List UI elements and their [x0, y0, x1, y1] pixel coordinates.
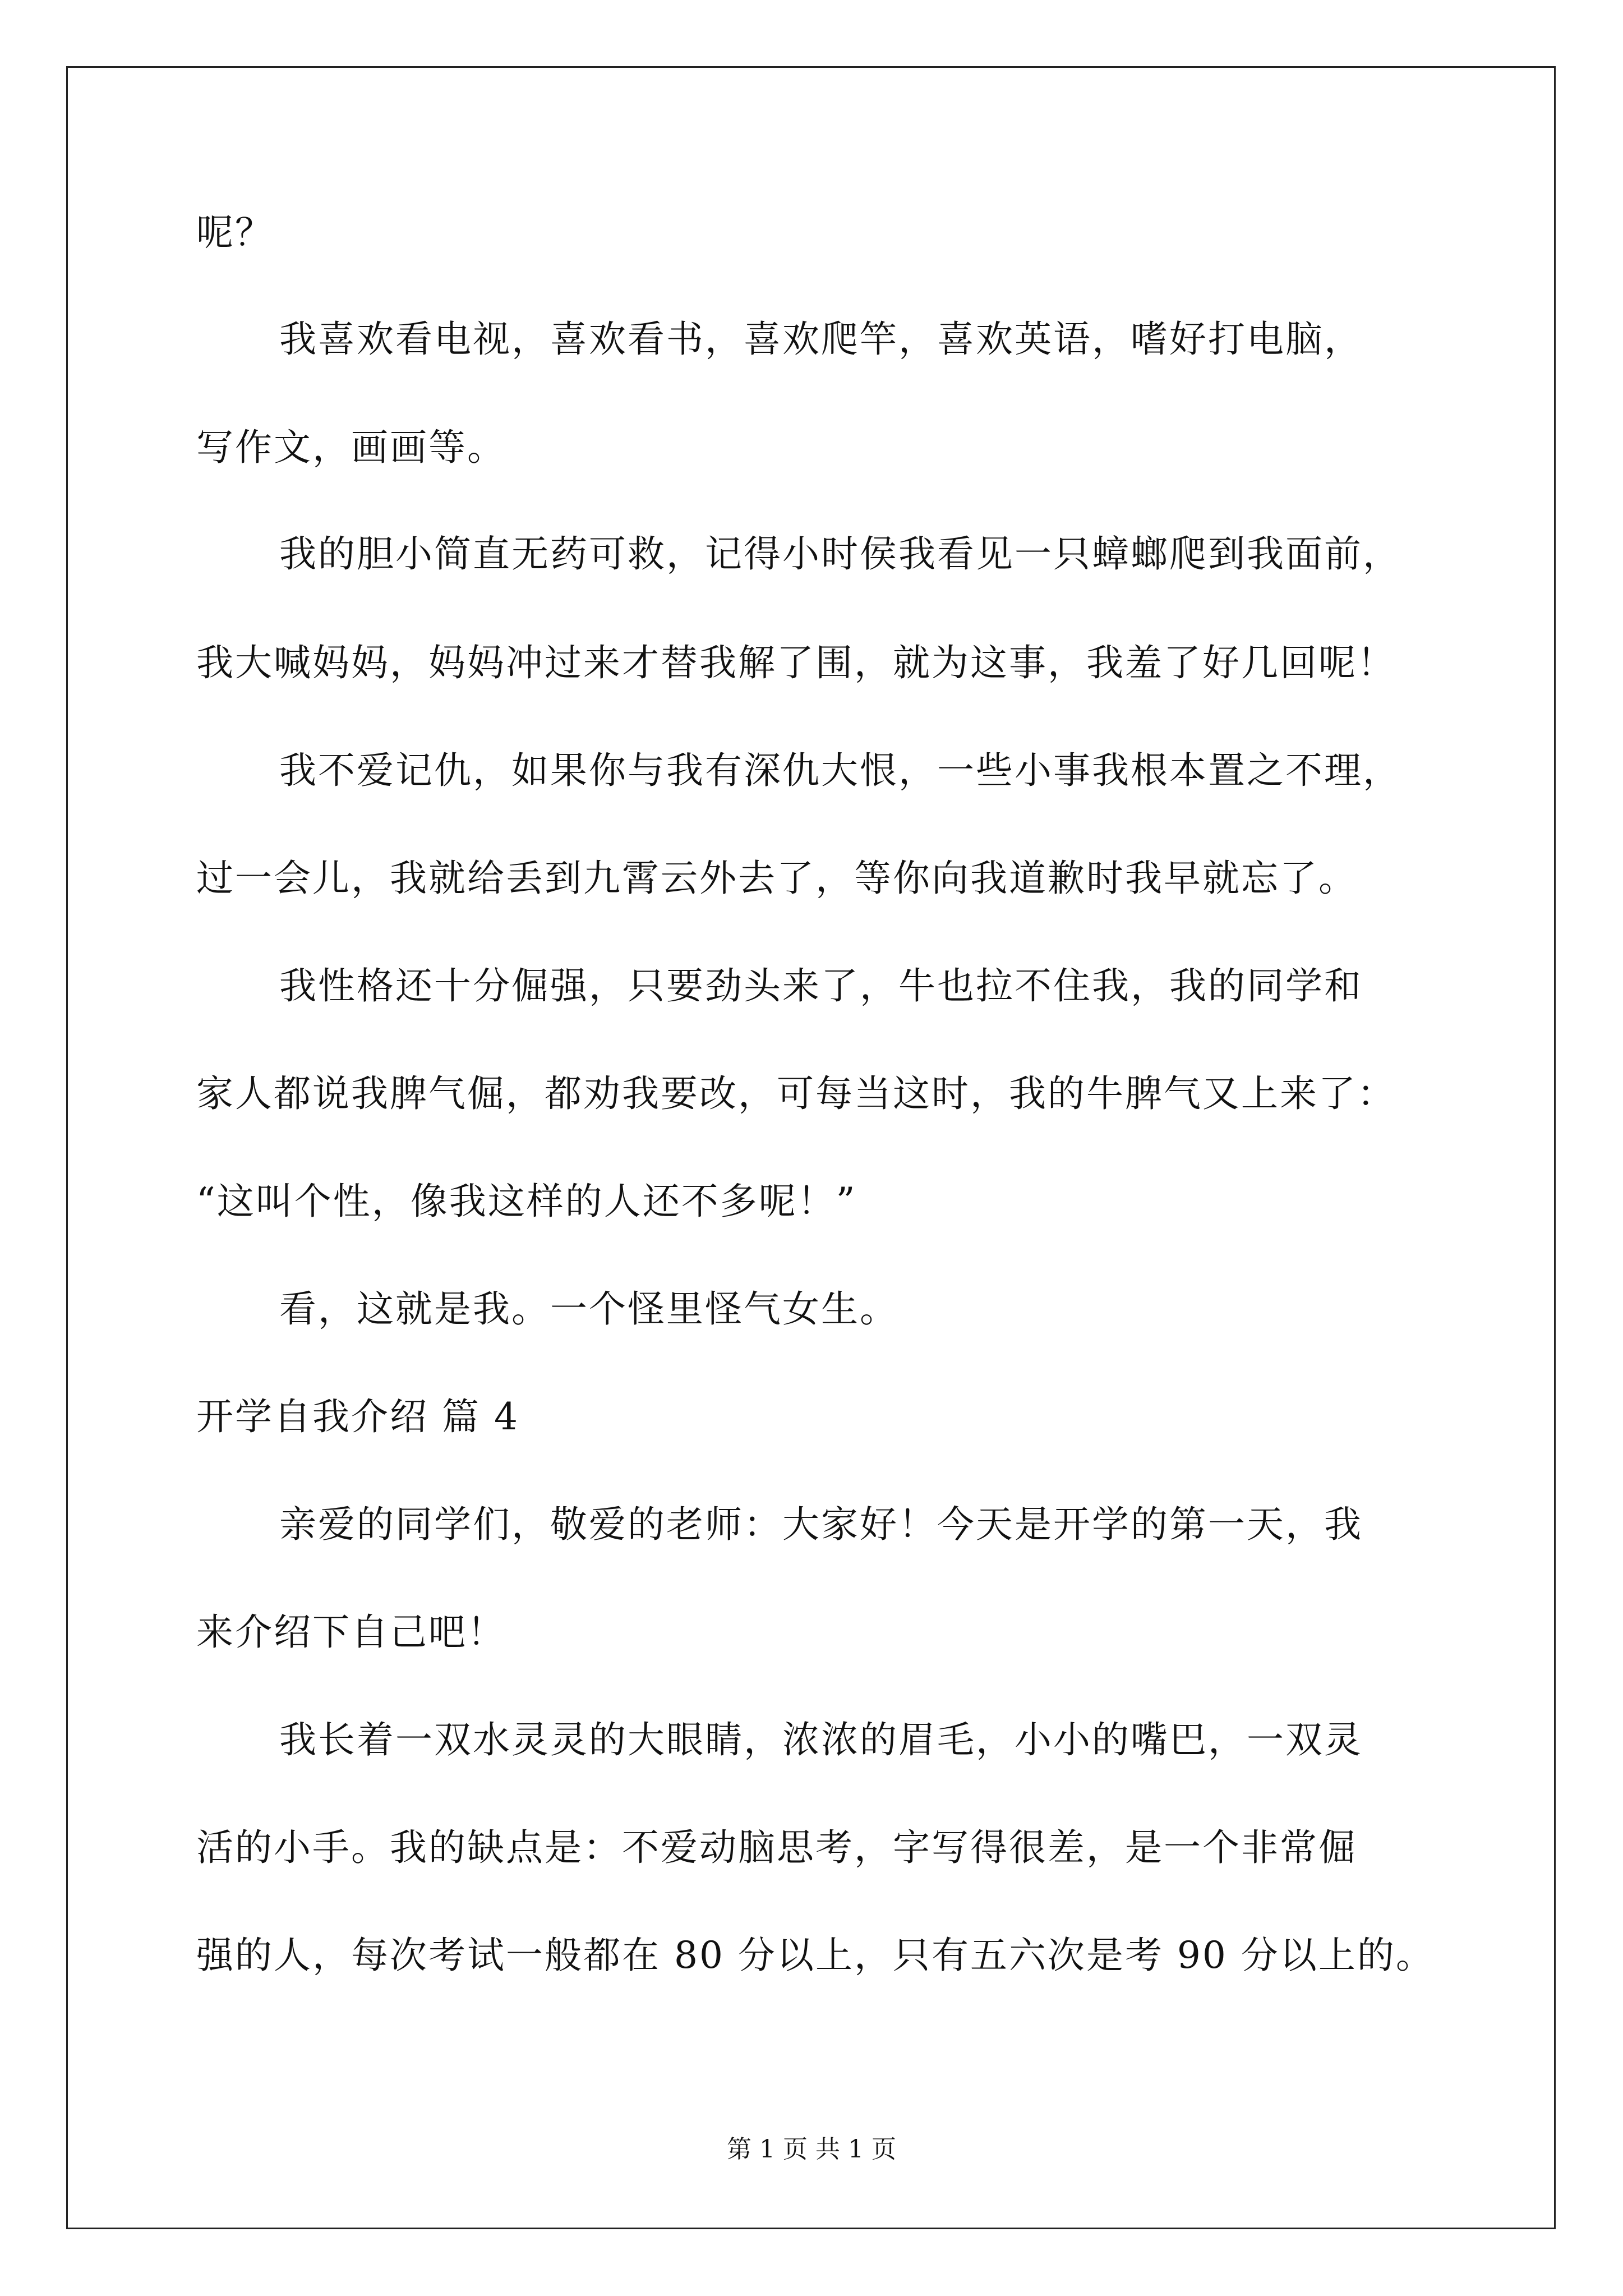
text-line: 呢？	[196, 211, 274, 254]
page-border	[66, 66, 1556, 2229]
page-footer: 第 1 页 共 1 页	[727, 2135, 896, 2164]
paragraph-line: 我不爱记仇，如果你与我有深仇大恨，一些小事我根本置之不理，	[279, 749, 1401, 792]
section-heading: 开学自我介绍 篇 4	[196, 1395, 519, 1438]
text-line: 来介绍下自己吧！	[196, 1611, 506, 1654]
paragraph-line: 我喜欢看电视，喜欢看书，喜欢爬竿，喜欢英语，嗜好打电脑，	[279, 318, 1363, 361]
text-line: 强的人，每次考试一般都在 80 分以上，只有五六次是考 90 分以上的。	[196, 1934, 1435, 1977]
text-line: 写作文，画画等。	[196, 426, 506, 469]
quote-line: “这叫个性，像我这样的人还不多呢！”	[196, 1180, 857, 1223]
paragraph-line: 我的胆小简直无药可救，记得小时侯我看见一只蟑螂爬到我面前，	[279, 532, 1401, 576]
text-line: 家人都说我脾气倔，都劝我要改，可每当这时，我的牛脾气又上来了：	[196, 1072, 1396, 1115]
text-line: 我大喊妈妈，妈妈冲过来才替我解了围，就为这事，我羞了好几回呢！	[196, 641, 1396, 684]
text-line: 过一会儿，我就给丢到九霄云外去了，等你向我道歉时我早就忘了。	[196, 857, 1357, 900]
text-line: 活的小手。我的缺点是：不爱动脑思考，字写得很差，是一个非常倔	[196, 1826, 1357, 1869]
paragraph-line: 我性格还十分倔强，只要劲头来了，牛也拉不住我，我的同学和	[279, 964, 1363, 1007]
paragraph-line: 看，这就是我。一个怪里怪气女生。	[279, 1287, 898, 1331]
paragraph-line: 亲爱的同学们，敬爱的老师：大家好！今天是开学的第一天，我	[279, 1503, 1363, 1546]
paragraph-line: 我长着一双水灵灵的大眼睛，浓浓的眉毛，小小的嘴巴，一双灵	[279, 1718, 1363, 1761]
